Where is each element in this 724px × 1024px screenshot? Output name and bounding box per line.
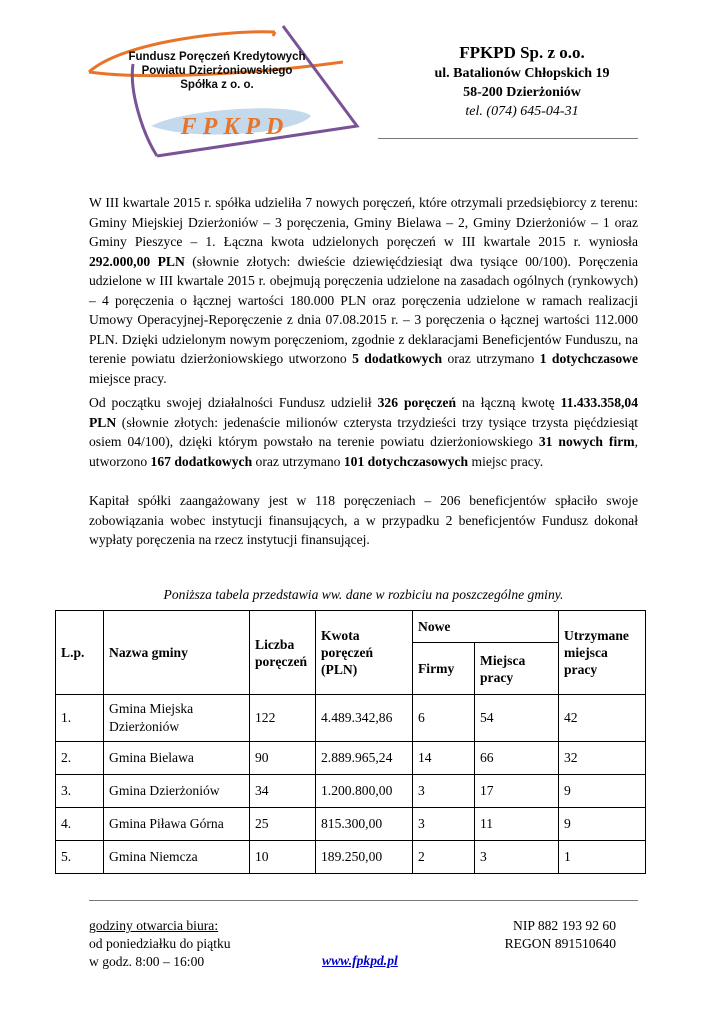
text-run: W III kwartale 2015 r. spółka udzieliła 7 nowych poręczeń, które otrzymali przedsiębiorcy z terenu: Gminy Miejskiej Dzierżoniów – 3 poręczenia, Gminy Bielawa – 2, Gminy Dzierżoniów – 1 oraz Gminy Pieszyce – 1. Łączna kwota udzielonych poręczeń w III kwartale 2015 r. wyniosła [89, 195, 638, 249]
text-run: (słownie złotych: dwieście dziewięćdziesiąt dwa tysiące 00/100). Poręczenia udzielone w III kwartale 2015 r. obejmują poręczenia udzielone na zasadach ogólnych (rynkowych) – 4 poręczenia o łącznej wartości 180.000 PLN oraz poręczenia udzielone w ramach realizacji Umowy Operacyjnej-Reporęczenie z dnia 07.08.2015 r. – 3 poręczenia o łącznej wartości 112.000 PLN. Dzięki udzielonym nowym poręczeniom, zgodnie z deklaracjami Beneficjentów Funduszu, na terenie powiatu dzierżoniowskiego utworzono [89, 253, 639, 366]
logo-text-line3: Spółka z o. o. [180, 79, 254, 91]
paragraph-q3-summary [89, 193, 638, 388]
text-run: oraz utrzymano [442, 351, 540, 366]
table-row: 1. Gmina Miejska Dzierżoniów 122 4.489.342,86 6 54 42 [56, 695, 646, 742]
company-city: 58-200 Dzierżoniów [463, 85, 581, 100]
office-hours [89, 917, 231, 971]
header-firmy: Firmy [413, 643, 475, 695]
bold-text: 5 dodatkowych [352, 351, 443, 366]
table-row: 2. Gmina Bielawa 90 2.889.965,24 14 66 32 [56, 742, 646, 775]
company-ids [480, 917, 616, 953]
bold-text: 31 nowych firm [538, 434, 635, 449]
bold-text: 1 dotychczasowe [539, 351, 638, 366]
header-kwota-poreczen: Kwota poręczeń (PLN) [316, 611, 413, 695]
company-logo [85, 22, 360, 162]
footer-divider [89, 900, 638, 901]
company-phone: tel. (074) 645-04-31 [465, 104, 579, 119]
text-run: Od początku swojej działalności Fundusz udzielił [89, 395, 378, 410]
paragraph-capital [89, 491, 638, 550]
header-lp: L.p. [56, 611, 104, 695]
company-street: ul. Batalionów Chłopskich 19 [434, 66, 610, 81]
bold-text: 167 dodatkowych [150, 453, 253, 469]
text-run: (słownie złotych: jedenaście milionów czterysta trzydzieści trzy tysiące trzysta pięćdziesiąt osiem 04/100), dzięki którym powstało na terenie powiatu dzierżoniowskiego [89, 414, 638, 449]
header-nowe: Nowe [413, 611, 559, 643]
company-name: FPKPD Sp. z o.o. [459, 43, 585, 62]
header-divider [378, 138, 638, 139]
bold-text: 101 dotychczasowych [343, 453, 469, 469]
text-run: na łączną kwotę [456, 395, 561, 410]
text-run: Kapitał spółki zaangażowany jest w 118 poręczeniach – 206 beneficjentów spłaciło swoje zobowiązania wobec instytucji finansujących, a w przypadku 2 beneficjentów Fundusz dokonał wypłaty poręczenia na rzecz instytucji finansującej. [89, 493, 638, 547]
nip-number: NIP 882 193 92 60 [513, 918, 616, 933]
regon-number: REGON 891510640 [504, 936, 616, 951]
header-miejsca-pracy: Miejsca pracy [475, 643, 559, 695]
text-run: miejsc pracy. [468, 453, 544, 469]
company-header [372, 42, 672, 121]
logo-mark: FPKPD [180, 114, 290, 140]
logo-text-line2: Powiatu Dzierżoniowskiego [141, 65, 293, 77]
bold-text: 292.000,00 PLN [89, 253, 185, 269]
municipality-table [55, 610, 646, 874]
header-nazwa-gminy: Nazwa gminy [104, 611, 250, 695]
text-run: , utworzono [89, 434, 638, 469]
table-row: 3. Gmina Dzierżoniów 34 1.200.800,00 3 17 9 [56, 775, 646, 808]
office-hours-time: w godz. 8:00 – 16:00 [89, 954, 205, 969]
paragraph-totals [89, 393, 638, 471]
text-run: miejsce pracy. [89, 370, 167, 386]
text-run: oraz utrzymano [252, 453, 344, 469]
office-hours-title: godziny otwarcia biura: [89, 918, 219, 933]
bold-text: 11.433.358,04 PLN [89, 395, 638, 430]
table-row: 5. Gmina Niemcza 10 189.250,00 2 3 1 [56, 841, 646, 874]
table-caption: Poniższa tabela przedstawia ww. dane w rozbiciu na poszczególne gminy. [163, 587, 564, 602]
office-hours-days: od poniedziałku do piątku [89, 936, 231, 951]
header-utrzymane: Utrzymane miejsca pracy [559, 611, 646, 695]
bold-text: 326 poręczeń [377, 395, 457, 410]
logo-text-line1: Fundusz Poręczeń Kredytowych [128, 51, 306, 63]
website-link[interactable]: www.fpkpd.pl [322, 953, 398, 968]
header-liczba-poreczen: Liczba poręczeń [250, 611, 316, 695]
table-row: 4. Gmina Piława Górna 25 815.300,00 3 11 9 [56, 808, 646, 841]
